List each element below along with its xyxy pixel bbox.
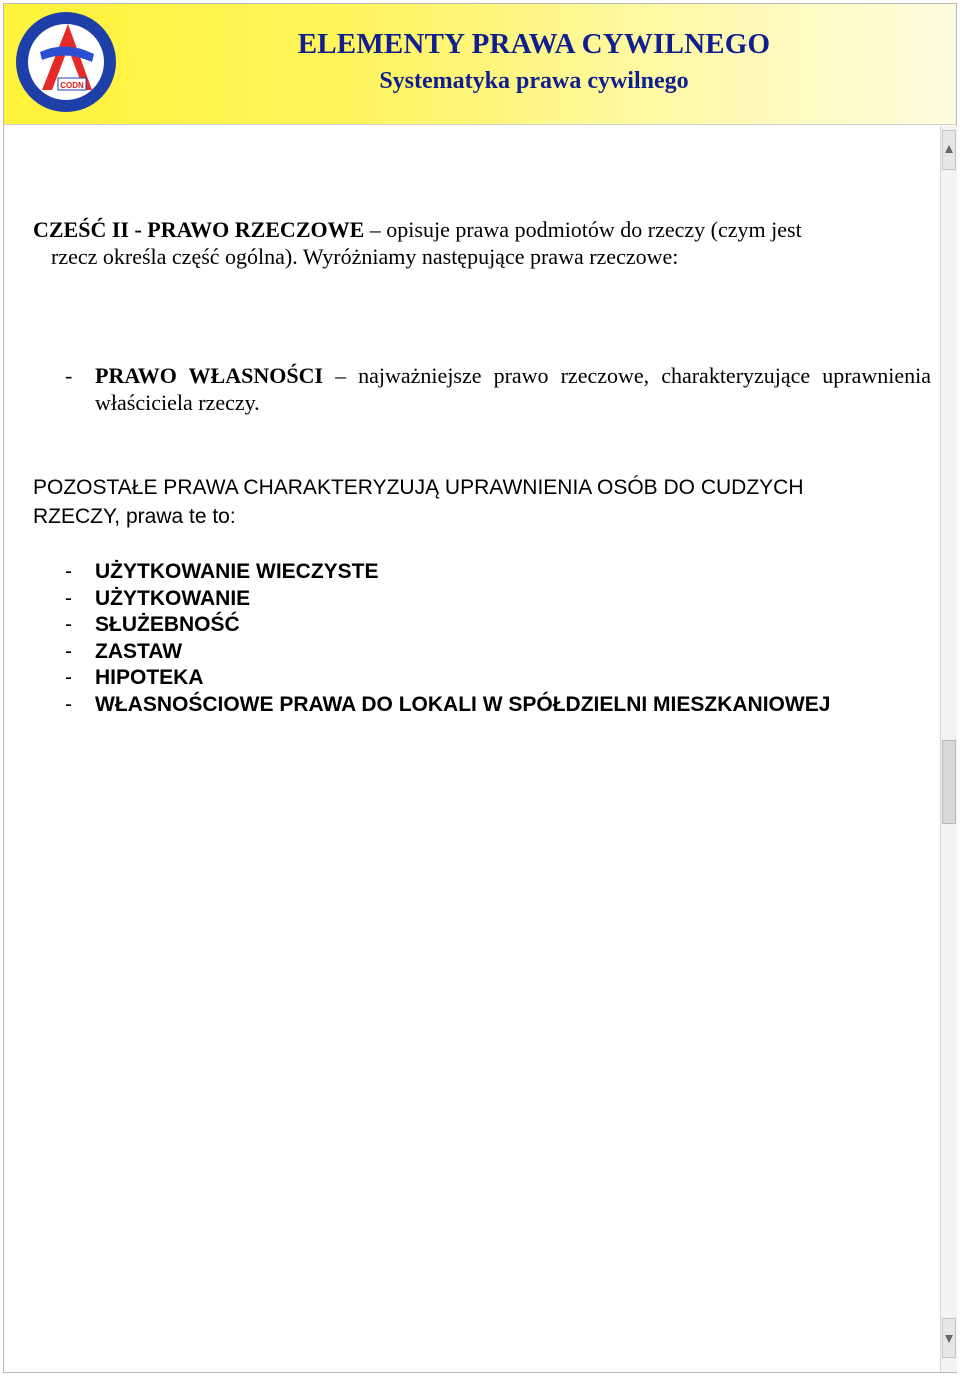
other-rights-line-1: POZOSTAŁE PRAWA CHARAKTERYZUJĄ UPRAWNIENIA OSÓB DO CUDZYCH bbox=[33, 476, 804, 499]
codn-logo-icon bbox=[12, 4, 120, 116]
prawo-wlasnosci-term: PRAWO WŁASNOŚCI bbox=[95, 363, 324, 388]
list-item: - WŁASNOŚCIOWE PRAWA DO LOKALI W SPÓŁDZIELNI MIESZKANIOWEJ bbox=[65, 692, 831, 716]
list-item: - ZASTAW bbox=[65, 639, 183, 663]
logo-text: CODN bbox=[60, 81, 84, 90]
page-subtitle: Systematyka prawa cywilnego bbox=[379, 68, 689, 94]
section-heading: CZEŚĆ II - PRAWO RZECZOWE bbox=[33, 217, 365, 242]
scroll-down-button[interactable] bbox=[942, 1318, 956, 1358]
scroll-up-button[interactable] bbox=[942, 130, 956, 170]
section-heading-rest-2: rzecz określa część ogólna). Wyróżniamy następujące prawa rzeczowe: bbox=[51, 244, 679, 269]
section-heading-rest-1: – opisuje prawa podmiotów do rzeczy (czym jest bbox=[364, 217, 802, 242]
other-rights-line-2: RZECZY, prawa te to: bbox=[33, 505, 236, 528]
page-title: ELEMENTY PRAWA CYWILNEGO bbox=[297, 28, 771, 60]
other-rights-intro bbox=[33, 473, 931, 531]
arrow-down-icon bbox=[945, 1335, 953, 1343]
arrow-up-icon bbox=[945, 145, 953, 153]
header-banner bbox=[4, 4, 956, 125]
list-item: - UŻYTKOWANIE bbox=[65, 586, 251, 610]
list-item: - HIPOTEKA bbox=[65, 666, 204, 689]
list-item: - UŻYTKOWANIE WIECZYSTE bbox=[65, 560, 379, 583]
section-intro bbox=[33, 216, 931, 270]
dash-marker: - bbox=[65, 363, 73, 388]
rights-list bbox=[33, 559, 931, 718]
prawo-wlasnosci-desc: – najważniejsze prawo rzeczowe, charakteryzujące uprawnienia właściciela rzeczy. bbox=[95, 363, 931, 415]
list-item: - SŁUŻEBNOŚĆ bbox=[65, 613, 240, 636]
document-content bbox=[33, 216, 931, 718]
scrollbar-thumb[interactable] bbox=[942, 740, 956, 824]
list-item-prawo-wlasnosci bbox=[33, 362, 931, 416]
